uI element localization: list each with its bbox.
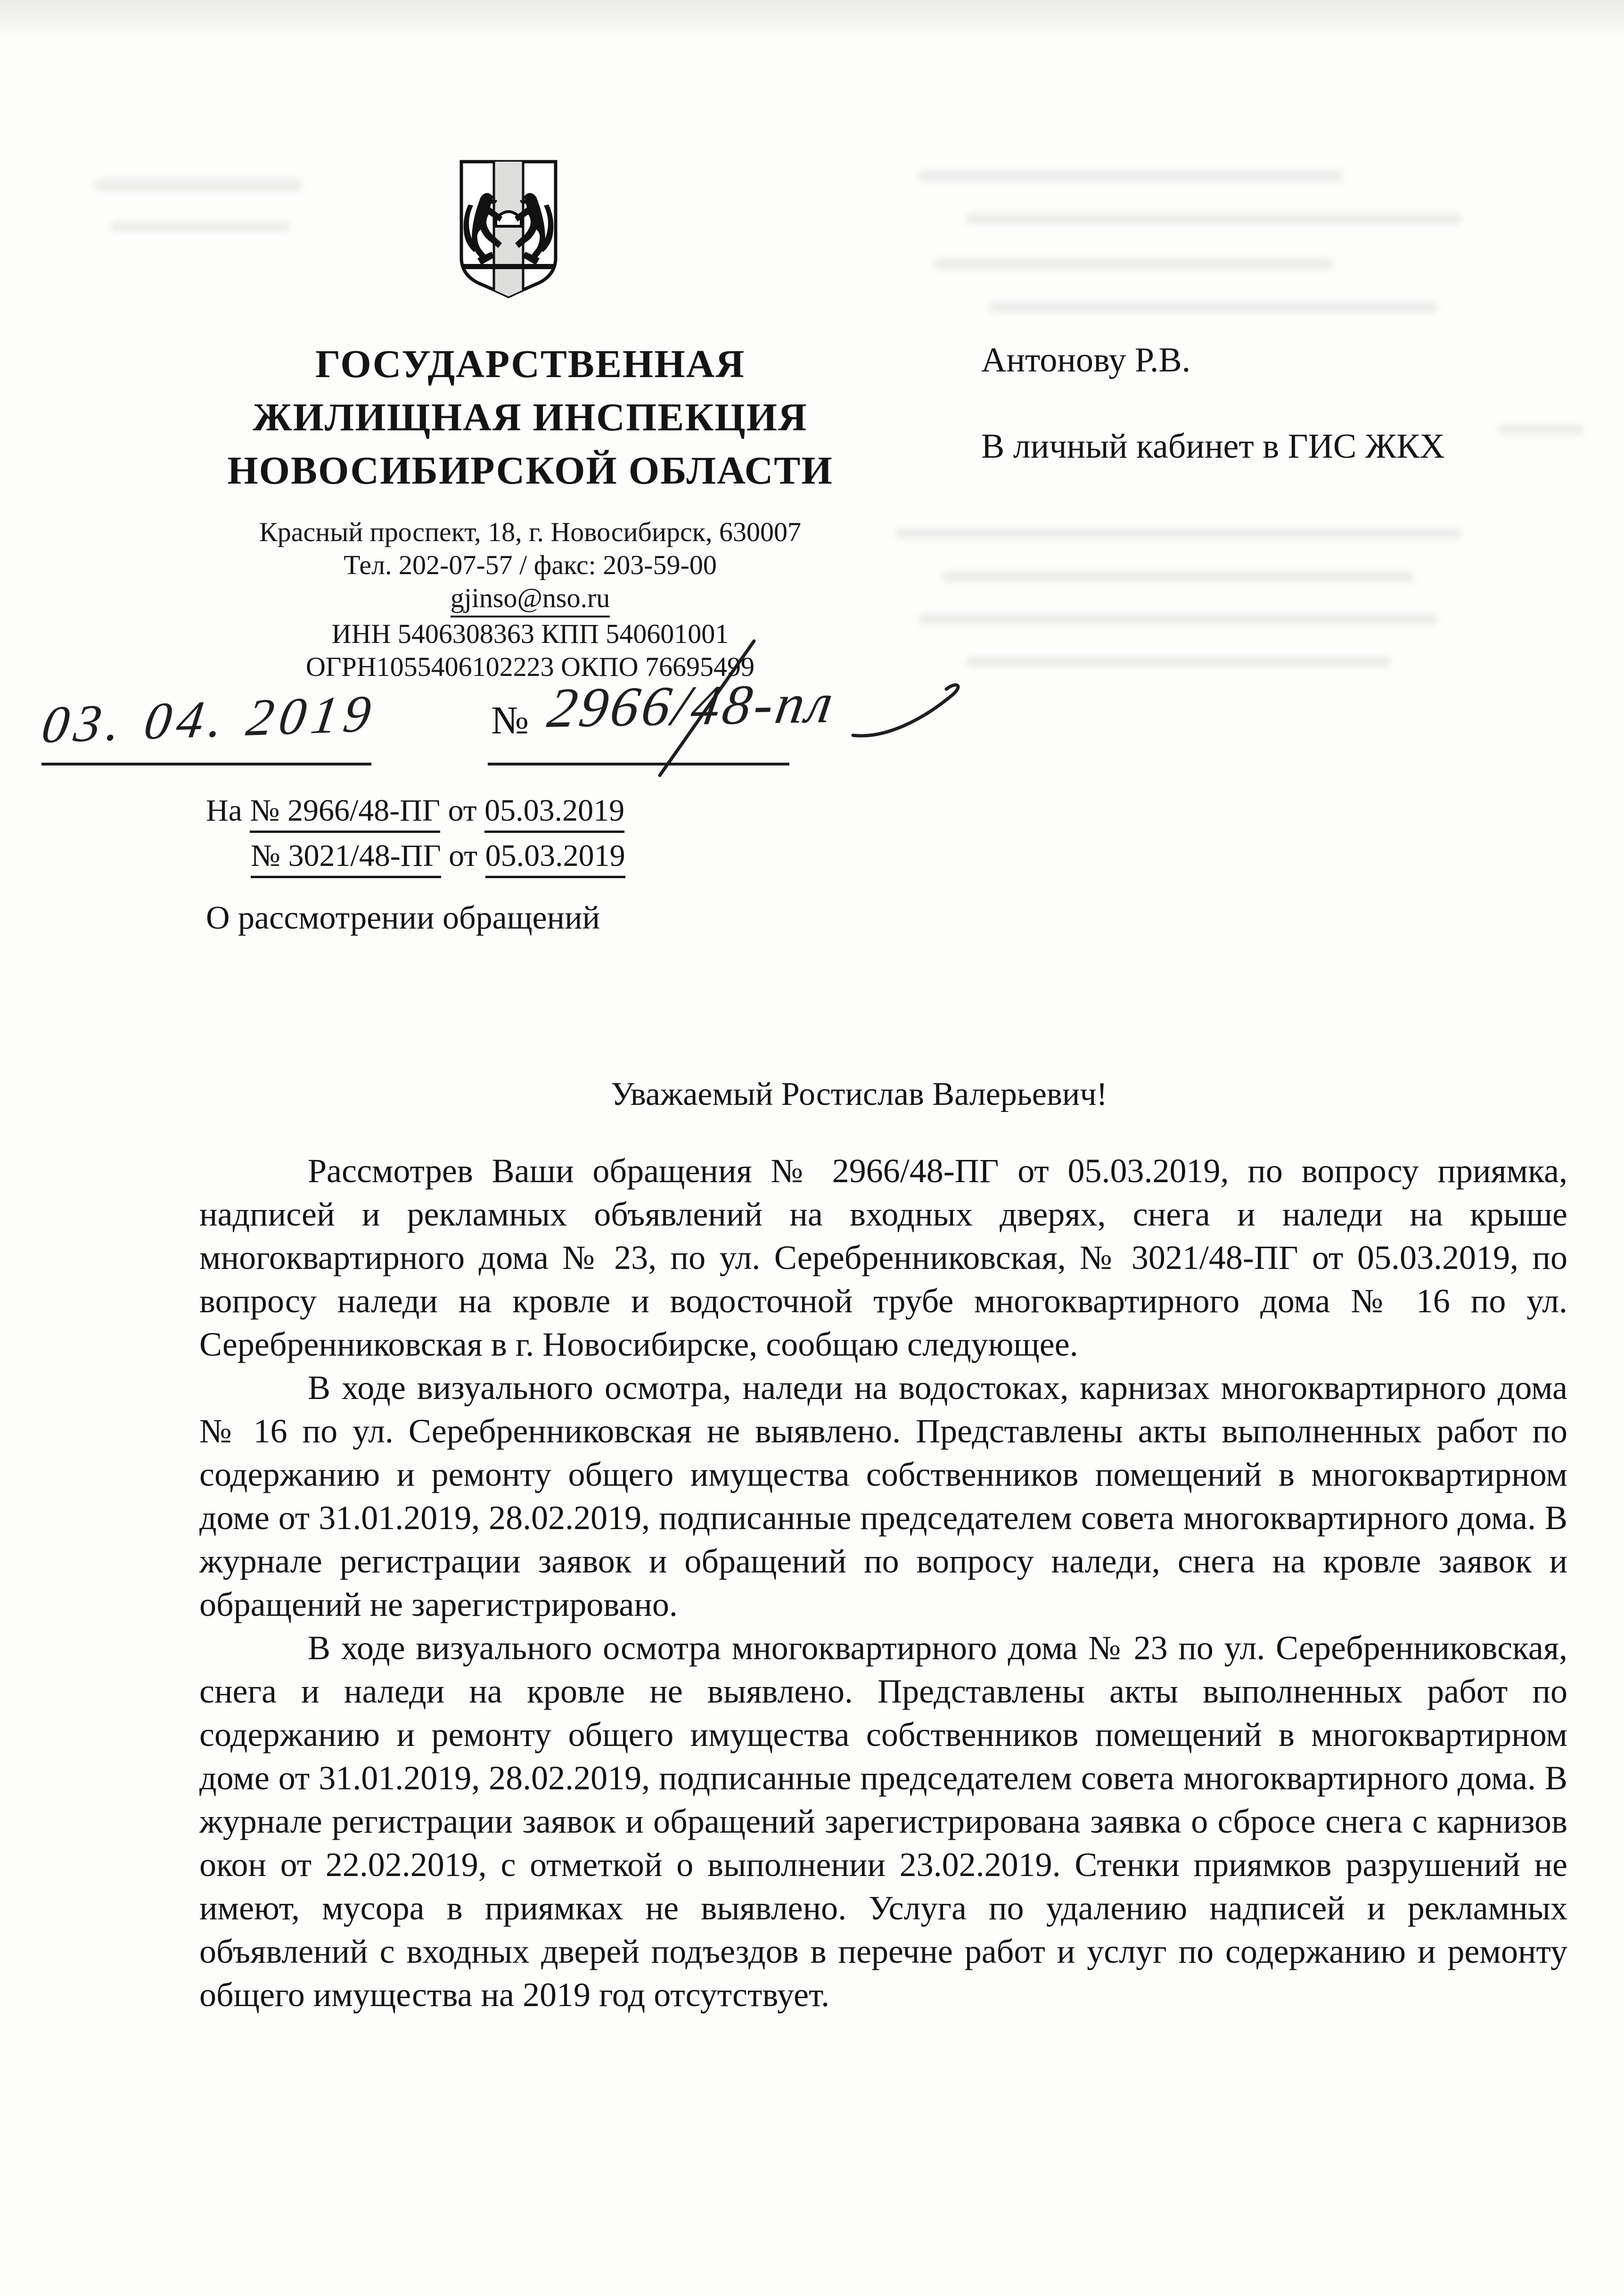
org-name-line-3: НОВОСИБИРСКОЙ ОБЛАСТИ [227, 449, 833, 493]
incoming-number-1: № 2966/48-ПГ [250, 793, 440, 833]
novosibirsk-coat-of-arms-icon [456, 156, 561, 300]
reference-ot: от [440, 793, 485, 828]
reference-line-2 [251, 833, 625, 879]
bleed-through-artifact [111, 222, 290, 232]
registration-number-sign: № [491, 699, 529, 742]
letterhead-phone-fax: Тел. 202-07-57 / факс: 203-59-00 [344, 550, 717, 580]
incoming-number-2: № 3021/48-ПГ [251, 839, 441, 878]
date-line-rule [41, 763, 371, 765]
handwriting-flourish [471, 613, 990, 801]
bleed-through-artifact [990, 302, 1437, 313]
bleed-through-artifact [1499, 424, 1583, 435]
reference-ot-2: от [441, 839, 485, 873]
reference-line-1 [206, 788, 625, 833]
bleed-through-artifact [966, 213, 1461, 224]
body-paragraph-3: В ходе визуального осмотра многоквартирного дома № 23 по ул. Серебренниковская, снега и наледи на кровле не выявлено. Представлены акты выполненных работ по содержанию и ремонту общего имущества собственников помещений в многоквартирном доме от 31.01.2019, 28.02.2019, подписанные председателем совета многоквартирного дома. В журнале регистрации заявок и обращений зарегистрирована заявка о сбросе снега с карнизов окон от 22.02.2019, с отметкой о выполнении 23.02.2019. Стенки приямков разрушений не имеют, мусора в приямках не выявлено. Услуга по удалению надписей и рекламных объявлений с входных дверей подъездов в перечне работ и услуг по содержанию и ремонту общего имущества на 2019 год отсутствует. [199, 1629, 1567, 2014]
letterhead-postal-address: Красный проспект, 18, г. Новосибирск, 630007 [259, 517, 801, 547]
letter-subject: О рассмотрении обращений [206, 900, 600, 936]
body-paragraph-2: В ходе визуального осмотра, наледи на водостоках, карнизах многоквартирного дома № 16 по ул. Серебренниковская не выявлено. Представлены акты выполненных работ по содержанию и ремонту общего имущества собственников помещений в многоквартирном доме от 31.01.2019, 28.02.2019, подписанные председателем совета многоквартирного дома. В журнале регистрации заявок и обращений по вопросу наледи, снега на кровле заявок и обращений не зарегистрировано. [199, 1369, 1567, 1623]
scan-edge-artifact [0, 0, 1624, 42]
recipient-delivery-method: В личный кабинет в ГИС ЖКХ [981, 427, 1445, 466]
bleed-through-artifact [895, 528, 1461, 539]
letterhead-org-name [189, 337, 872, 497]
bleed-through-artifact [94, 179, 302, 191]
handwritten-registration-number: 2966/48-пл [543, 671, 840, 740]
bleed-through-artifact [943, 571, 1414, 583]
reference-prefix: На [206, 793, 250, 828]
org-name-line-1: ГОСУДАРСТВЕННАЯ [315, 342, 745, 386]
bleed-through-artifact [919, 614, 1437, 625]
bleed-through-artifact [919, 170, 1343, 182]
org-name-line-2: ЖИЛИЩНАЯ ИНСПЕКЦИЯ [253, 395, 808, 439]
bleed-through-artifact [966, 656, 1390, 667]
bleed-through-artifact [933, 258, 1334, 270]
letterhead-email: gjinso@nso.ru [451, 582, 610, 617]
recipient-name: Антонову Р.В. [981, 341, 1191, 379]
body-paragraph-1: Рассмотрев Ваши обращения № 2966/48-ПГ от 05.03.2019, по вопросу приямка, надписей и рекламных объявлений на входных дверях, снега и наледи на крыше многоквартирного дома № 23, по ул. Серебренниковская, № 3021/48-ПГ от 05.03.2019, по вопросу наледи на кровле и водосточной трубе многоквартирного дома № 16 по ул. Серебренниковская в г. Новосибирске, сообщаю следующее. [199, 1152, 1567, 1363]
letterhead-inn-kpp: ИНН 5406308363 КПП 540601001 [331, 618, 729, 649]
incoming-date-1: 05.03.2019 [484, 793, 624, 833]
letter-body [199, 1149, 1567, 2016]
letterhead-ogrn-okpo: ОГРН1055406102223 ОКПО 76695499 [306, 651, 755, 682]
handwritten-registration-date: 03. 04. 2019 [38, 684, 380, 755]
incoming-date-2: 05.03.2019 [485, 839, 625, 878]
reference-block [206, 788, 625, 879]
salutation: Уважаемый Ростислав Валерьевич! [611, 1076, 1107, 1112]
